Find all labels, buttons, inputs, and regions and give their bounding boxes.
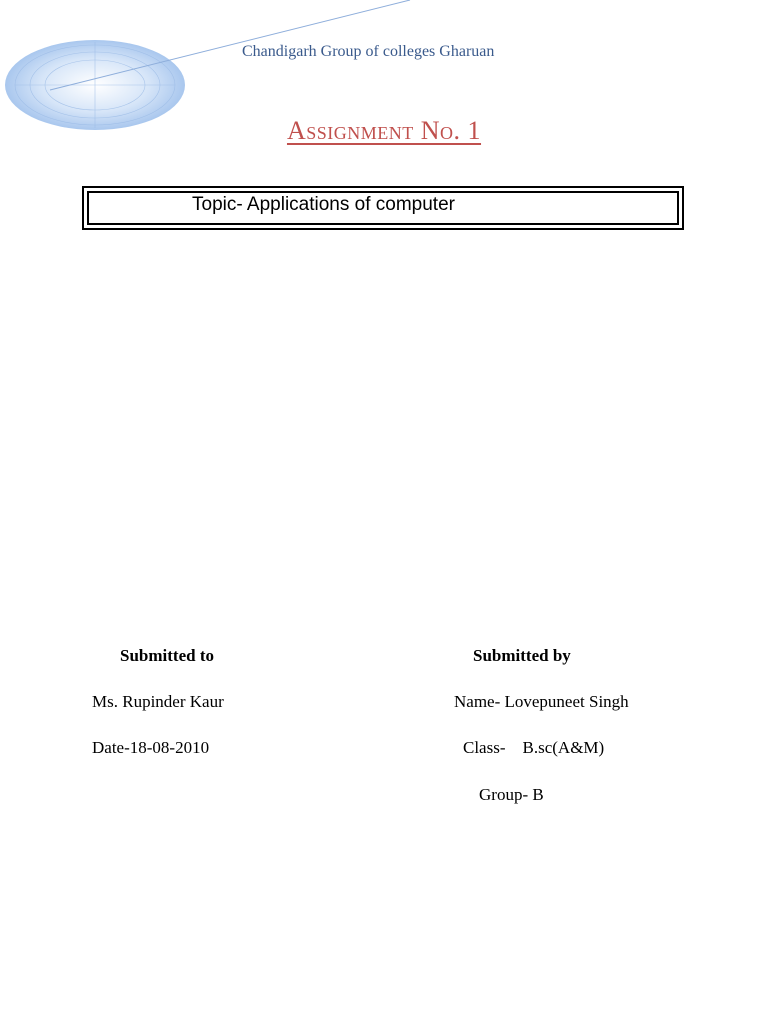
assignment-title xyxy=(0,116,768,146)
college-name: Chandigarh Group of colleges Gharuan xyxy=(242,43,495,60)
assignment-title-text: Assignment No. 1 xyxy=(286,116,482,145)
student-name: Name- Lovepuneet Singh xyxy=(454,692,629,711)
topic-text: Topic- Applications of computer xyxy=(192,194,455,215)
submitted-to-heading: Submitted to xyxy=(120,646,214,665)
student-group: Group- B xyxy=(479,785,544,804)
submission-date: Date-18-08-2010 xyxy=(92,738,210,757)
student-class: Class- B.sc(A&M) xyxy=(463,738,605,757)
topic-box xyxy=(82,186,684,230)
submitted-by-heading: Submitted by xyxy=(473,646,571,665)
submitted-to-name: Ms. Rupinder Kaur xyxy=(92,692,224,711)
